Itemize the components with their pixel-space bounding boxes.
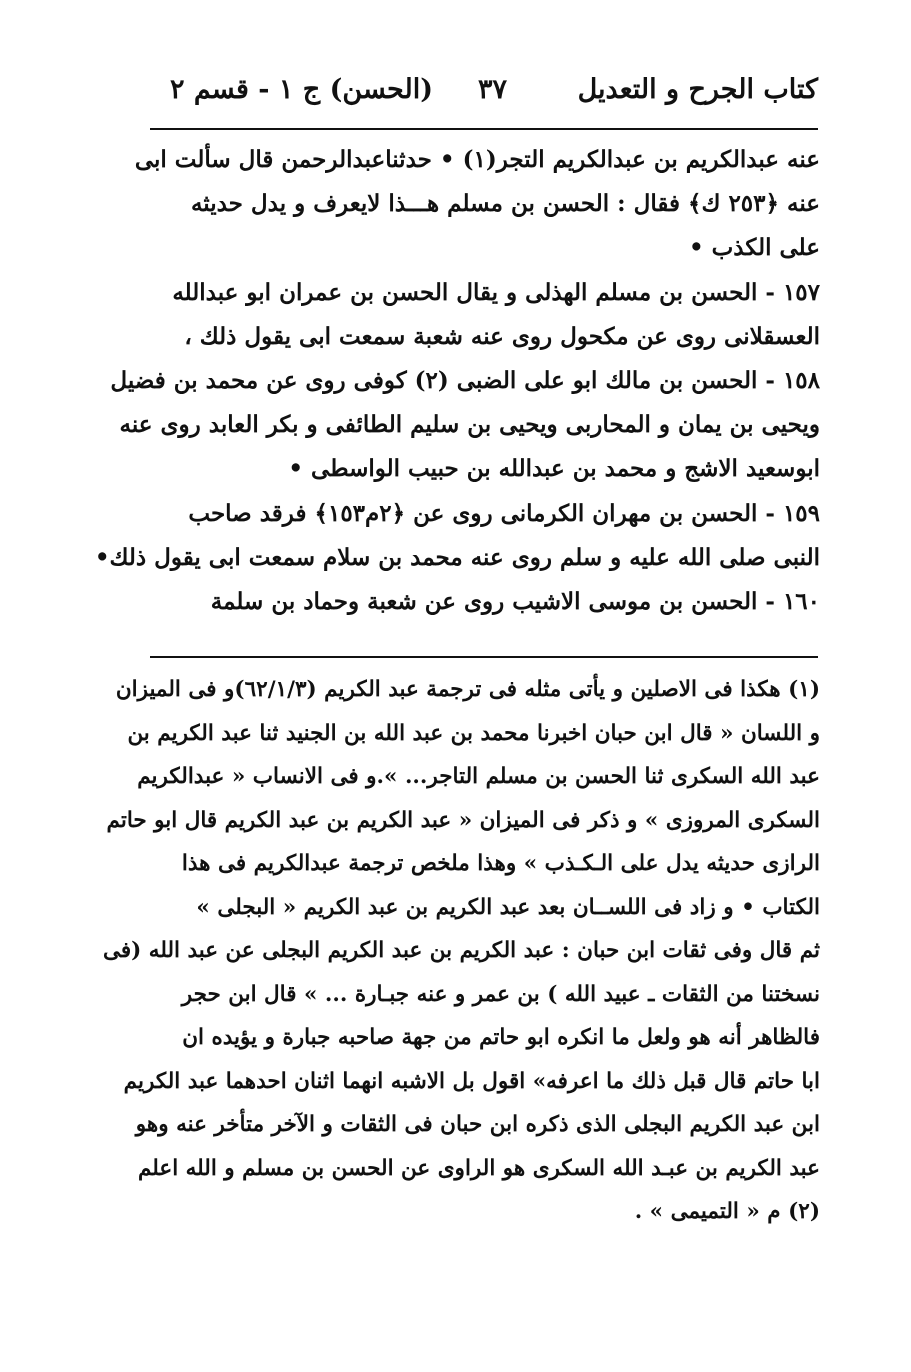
section-label: (الحسن) ج ١ - قسم ٢ — [170, 74, 433, 105]
footnote-line: السكرى المروزى » و ذكر فى الميزان « عبد الكريم بن عبد الكريم قال ابو حاتم — [106, 807, 820, 833]
text-line: ابوسعيد الاشج و محمد بن عبدالله بن حبيب الواسطى • — [288, 455, 820, 483]
footnote-line: (١) هكذا فى الاصلين و يأتى مثله فى ترجمة عبد الكريم (٦٢/١/٣)و فى الميزان — [115, 677, 820, 702]
text-line: ويحيى بن يمان و المحاربى ويحيى بن سليم الطائفى و بكر العابد روى عنه — [119, 411, 820, 439]
text-line: النبى صلى الله عليه و سلم روى عنه محمد بن سلام سمعت ابى يقول ذلك• — [94, 543, 820, 571]
page-number: ٣٧ — [478, 74, 508, 105]
text-line: ١٥٨ - الحسن بن مالك ابو على الضبى (٢) كوفى روى عن محمد بن فضيل — [110, 366, 820, 394]
footnote-line: ابا حاتم قال قبل ذلك ما اعرفه» اقول بل الاشبه انهما اثنان احدهما عبد الكريم — [123, 1068, 820, 1094]
footnote-line: نسختنا من الثقات ـ عبيد الله ) بن عمر و عنه جبـارة ... » قال ابن حجر — [181, 981, 820, 1007]
footnote-rule — [150, 656, 818, 658]
footnote-line: ثم قال وفى ثقات ابن حبان : عبد الكريم بن عبد الكريم البجلى عن عبد الله (فى — [102, 938, 820, 963]
footnote-line: و اللسان « قال ابن حبان اخبرنا محمد بن عبد الله بن الجنيد ثنا عبد الكريم بن — [127, 720, 820, 746]
text-line: العسقلانى روى عن مكحول روى عنه شعبة سمعت ابى يقول ذلك ، — [184, 322, 820, 350]
footnote-line: (٢) م « التميمى » . — [634, 1199, 820, 1224]
text-line: ١٦٠ - الحسن بن موسى الاشيب روى عن شعبة وحماد بن سلمة — [210, 587, 820, 615]
footnote-line: عبد الكريم بن عبـد الله السكرى هو الراوى عن الحسن بن مسلم و الله اعلم — [137, 1155, 820, 1181]
footnote-line: الكتاب • و زاد فى اللســان بعد عبد الكريم بن عبد الكريم « البجلى » — [196, 894, 820, 920]
text-line: عنه ﴿٢٥٣ ك﴾ فقال : الحسن بن مسلم هـــذا لايعرف و يدل حديثه — [190, 190, 820, 218]
header-rule — [150, 128, 818, 130]
footnote-line: عبد الله السكرى ثنا الحسن بن مسلم التاجر... ».و فى الانساب « عبدالكريم — [137, 764, 820, 789]
text-line: عنه عبدالكريم بن عبدالكريم التجر(١) • حدثناعبدالرحمن قال سألت ابى — [134, 146, 820, 173]
text-line: ١٥٩ - الحسن بن مهران الكرمانى روى عن ﴿٢م١٥٣﴾ فرقد صاحب — [188, 499, 820, 527]
book-title: كتاب الجرح و التعديل — [577, 74, 818, 105]
footnote-line: فالظاهر أنه هو ولعل ما انكره ابو حاتم من جهة صاحبه جبارة و يؤيده ان — [182, 1025, 820, 1050]
page-header — [150, 68, 818, 120]
main-text — [94, 138, 820, 624]
footnotes — [102, 668, 820, 1234]
text-line: ١٥٧ - الحسن بن مسلم الهذلى و يقال الحسن بن عمران ابو عبدالله — [172, 278, 820, 306]
footnote-line: ابن عبد الكريم البجلى الذى ذكره ابن حبان فى الثقات و الآخر متأخر عنه وهو — [135, 1112, 820, 1137]
footnote-line: الرازى حديثه يدل على الـكـذب » وهذا ملخص ترجمة عبدالكريم فى هذا — [181, 851, 820, 876]
text-line: على الكذب • — [688, 234, 820, 262]
